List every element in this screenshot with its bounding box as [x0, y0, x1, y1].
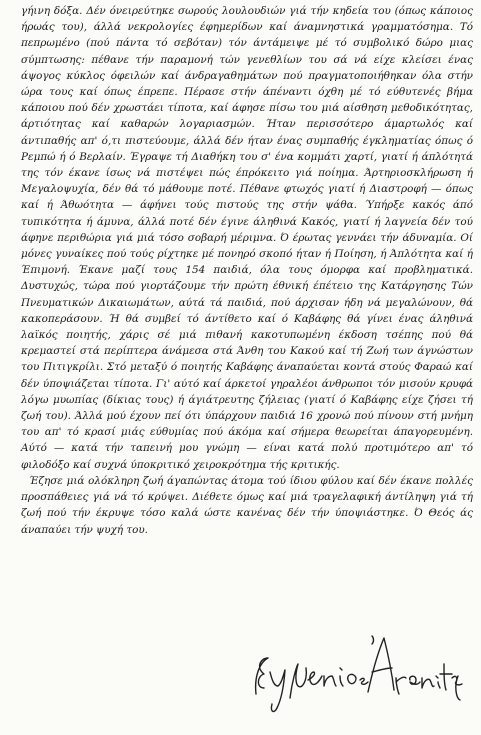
signature-drawing — [250, 628, 465, 718]
document-body — [21, 3, 473, 538]
handwritten-signature — [250, 628, 465, 718]
paragraph-2: Έζησε μιά ολόκληρη ζωή άγαπώντας άτομα τού ίδιου φύλου καί δέν έκανε πολλές προσπάθειες γιά νά τό κρύψει. Διέθετε όμως καί μιά τραγελαφική άντίληψη γιά τή ζωή πού τήν έκρυψε τόσο καλά ώστε κανένας δέν τήν ύποψιάστηκε. Ό Θεός άς άναπαύει τήν ψυχή του. — [21, 474, 473, 536]
paragraph-1: γήινη δόξα. Δέν όνειρεύτηκε σωρούς λουλουδιών γιά τήν κηδεία του (όπως κάποιος ήρωάς του), άλλά νεκρολογίες έφημερίδων καί άναμνηστικά γραμματόσημα. Τό πεπρωμένο (πού πάντα τό σεβόταν) τόν άντάμειψε μέ τό συμβολικό δώρο μιας σύμπτωσης: πέθανε τήν παραμονή τών γενεθλίων του σά νά είχε κλείσει ένας άψογος κύκλος όφειλών καί άνδραγαθημάτων πού πραγματοποιήθηκαν όλα στήν ώρα τους καί όπως έπρεπε. Πέρασε στήν άπέναντι όχθη μέ τό εύθυτενές βήμα κάποιου πού δέν χρωστάει τίποτα, καί άφησε πίσω του μιά αίσθηση μεθοδικότητας, άρτιότητας καί καθαρών λογαριασμών. Ήταν περισσότερο άμαρτωλός καί άντιπαθής απ' ό,τι πιστεύουμε, άλλά δέν ήταν ένας συμπαθής έγκληματίας όπως ό Ρεμπώ ή ό Βερλαίν. Έγραψε τή Διαθήκη του σ' ένα κομμάτι χαρτί, γιατί ή άπλότητά της τόν έκανε ίσως νά πιστέψει πώς έπρόκειτο γιά ποίημα. Άρτηριοσκλήρωση ή Μεγαλοψυχία, δέν θά τό μάθουμε ποτέ. Πέθανε φτωχός γιατί ή Διαστροφή — όπως καί ή Άθωότητα — άφήνει τούς πιστούς της στήν ψάθα. Ύπήρξε κακός άπό τυπικότητα ή άμυνα, άλλά ποτέ δέν έγινε άληθινά Κακός, γιατί ή λαγνεία δέν τού άφηνε περιθώρια γιά μιά τόσο σοβαρή μέριμνα. Ό έρωτας γεννάει τήν άδυναμία. Οί μόνες γυναίκες πού τούς ρίχτηκε μέ πονηρό σκοπό ήταν ή Ποίηση, ή Άπλότητα καί ή Έπιμονή. Έκανε μαζί τους 154 παιδιά, όλα τους όμορφα καί προβληματικά. Δυστυχώς, τώρα πού γιορτάζουμε τήν πρώτη έθνική έπέτειο της Κατάργησης Τών Πνευματικών Δικαιωμάτων, αύτά τά παιδιά, πού άρχισαν ήδη νά μεγαλώνουν, θά κακοπεράσουν. Ή θά συμβεί τό άντίθετο καί ό Καβάφης θά γίνει ένας άληθινά λαϊκός ποιητής, χάρις σέ μιά πιθανή κακοτυπωμένη έκδοση τσέπης πού θά κρεμαστεί στά περίπτερα άνάμεσα στά Άνθη του Κακού καί τή Ζωή των άγνώστων του Πιτιγκρίλι. Στό μεταξύ ό ποιητής Καβάφης άναπαύεται κοντά στούς Φαραώ καί δέν ύποψιάζεται τίποτα. Γι' αύτό καί άρκετοί γηραλέοι άνθρωποι τόν μισούν κρυφά λόγω μυωπίας (δίκιας τους) ή άγιάτρευτης ζήλειας (γιατί ό Καβάφης είχε ζήσει τή ζωή του). Άλλά μού έχουν πεί ότι ύπάρχουν παιδιά 16 χρονώ πού πίνουν στή μνήμη του απ' τό κρασί μιάς εύθυμίας πού άκόμα καί σήμερα θεωρείται άπαγορευμένη. Αύτό — κατά τήν ταπεινή μου γνώμη — είναι κατά πολύ προτιμότερο απ' τό φιλοδόξο καί συχνά ύποκριτικό χειροκρότημα τής κριτικής. — [21, 5, 473, 471]
